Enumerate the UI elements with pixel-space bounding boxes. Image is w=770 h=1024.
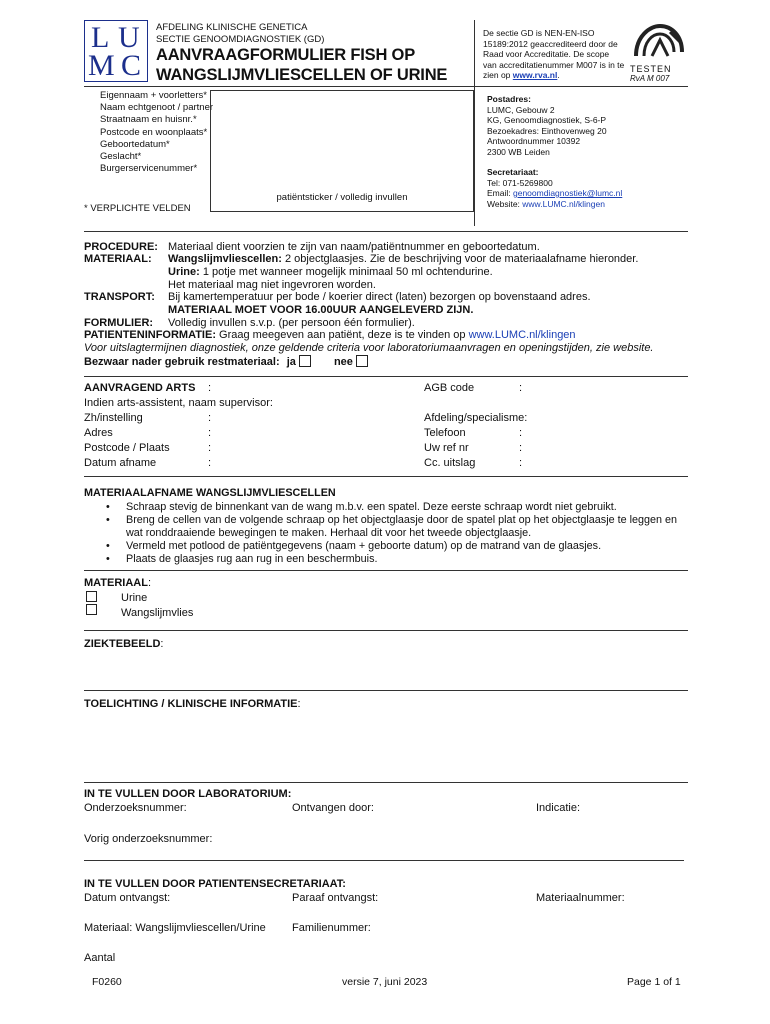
accreditation-end: . — [557, 70, 560, 80]
restmaterial-row — [84, 355, 368, 368]
urine-text: 1 potje met wanneer mogelijk minimaal 50 ml ochtendurine. — [199, 266, 493, 278]
supervisor-label: Indien arts-assistent, naam supervisor: — [84, 397, 273, 409]
institution-label: Zh/instelling — [84, 412, 143, 424]
phone-label: Telefoon — [424, 427, 466, 439]
field-street: Straatnaam en huisnr.* — [100, 114, 197, 126]
secretariat-title: Secretariaat: — [487, 167, 539, 177]
patient-sticker-field[interactable] — [210, 90, 474, 212]
lab-received-by[interactable]: Ontvangen door: — [292, 802, 374, 814]
restmaterial-no-label: nee — [333, 356, 353, 368]
material-label: MATERIAAL: — [84, 253, 152, 265]
lumc-logo — [84, 20, 148, 82]
form-code: F0260 — [92, 976, 122, 988]
ref-colon: : — [519, 442, 523, 454]
website-label: Website: — [487, 198, 523, 209]
email-link[interactable]: genoomdiagnostiek@lumc.nl — [512, 188, 623, 198]
material-select-title — [84, 577, 151, 589]
address-colon: : — [208, 427, 212, 439]
field-name: Eigennaam + voorletters* — [100, 90, 207, 101]
header-rule — [84, 86, 688, 87]
rva-logo-text1: TESTEN — [630, 64, 672, 74]
transport-text: Bij kamertemperatuur per bode / koerier direct (laten) bezorgen op bovenstaand adres. — [168, 291, 591, 303]
ziektebeeld-heading — [84, 638, 163, 650]
restmaterial-label: Bezwaar nader gebruik restmateriaal: — [84, 356, 280, 368]
post-line: LUMC, Gebouw 2 — [487, 104, 555, 115]
transport-label: TRANSPORT: — [84, 291, 155, 303]
material-select-label: MATERIAAL — [84, 577, 148, 589]
ziektebeeld-field[interactable] — [84, 654, 688, 688]
section-name: SECTIE GENOOMDIAGNOSTIEK (GD) — [156, 34, 325, 45]
field-partner: Naam echtgenoot / partner — [100, 102, 214, 114]
accreditation-note — [483, 28, 625, 81]
wangslijmvlies-option-label: Wangslijmvlies — [121, 607, 194, 619]
phone-colon: : — [519, 427, 523, 439]
ziektebeeld-top-rule — [84, 630, 688, 631]
postcode-label: Postcode / Plaats — [84, 442, 170, 454]
toelichting-top-rule — [84, 690, 688, 691]
form-title-line2: WANGSLIJMVLIESCELLEN OF URINE — [156, 66, 448, 84]
logo-letter-l: L — [91, 21, 110, 54]
material-row — [84, 253, 638, 265]
department-name: AFDELING KLINISCHE GENETICA — [156, 22, 308, 33]
rva-logo-text2: RvA M 007 — [630, 74, 670, 83]
secretariat-family-number[interactable]: Familienummer: — [292, 922, 371, 934]
requester-top-rule — [84, 376, 688, 377]
patient-divider — [474, 86, 475, 226]
rva-logo-graphic — [630, 22, 688, 62]
accreditation-text: De sectie GD is NEN-EN-ISO 15189:2012 geaccrediteerd door de Raad voor Accreditatie. De scope van accreditatienummer M007 is in te zien op — [483, 28, 625, 80]
secretariat-initials[interactable]: Paraaf ontvangst: — [292, 892, 379, 904]
patient-info-row — [84, 329, 576, 341]
lab-previous-number[interactable]: Vorig onderzoeksnummer: — [84, 833, 213, 845]
post-line: KG, Genoomdiagnostiek, S-6-P — [487, 115, 607, 125]
wang-text: 2 objectglaasjes. Zie de beschrijving voor de materiaalafname hieronder. — [281, 253, 639, 265]
toelichting-label: TOELICHTING / KLINISCHE INFORMATIE — [84, 698, 298, 710]
logo-letter-u: U — [118, 21, 140, 54]
instructions-top-rule — [84, 476, 688, 477]
wang-bold: Wangslijmvliescellen: — [168, 253, 282, 265]
cc-colon: : — [519, 457, 523, 469]
email-label: Email: — [487, 188, 513, 198]
urine-option-label: Urine — [121, 592, 148, 604]
rva-link[interactable]: www.rva.nl — [512, 70, 558, 80]
requester-colon: : — [208, 382, 212, 394]
address-label: Adres — [84, 427, 113, 439]
department-label: Afdeling/specialisme: — [424, 412, 528, 424]
patient-field-list — [100, 90, 213, 175]
form-text: Volledig invullen s.v.p. (per persoon één formulier). — [168, 317, 415, 329]
field-bsn: Burgerservicenummer* — [100, 163, 198, 175]
toelichting-heading — [84, 698, 301, 710]
material-select-colon: : — [147, 577, 152, 589]
website-link[interactable]: www.LUMC.nl/klingen — [522, 198, 605, 209]
field-birthdate: Geboortedatum* — [100, 138, 170, 150]
lab-indication[interactable]: Indicatie: — [536, 802, 581, 814]
ziektebeeld-colon: : — [160, 638, 164, 650]
required-fields-note: * VERPLICHTE VELDEN — [84, 203, 191, 214]
page-number: Page 1 of 1 — [627, 976, 681, 988]
institution-colon: : — [208, 412, 212, 424]
post-title: Postadres: — [487, 94, 531, 104]
secretariat-material: Materiaal: Wangslijmvliescellen/Urine — [84, 922, 266, 934]
lab-research-number[interactable]: Onderzoeksnummer: — [84, 802, 187, 814]
logo-letter-m: M — [88, 49, 115, 82]
requester-title: AANVRAGEND ARTS — [84, 382, 196, 394]
form-title-line1: AANVRAAGFORMULIER FISH OP — [156, 46, 416, 64]
agb-colon: : — [519, 382, 523, 394]
header-divider — [474, 20, 475, 86]
secretariat-date[interactable]: Datum ontvangst: — [84, 892, 171, 904]
form-label: FORMULIER: — [84, 317, 154, 329]
toelichting-field[interactable] — [84, 714, 688, 780]
lab-title: IN TE VULLEN DOOR LABORATORIUM: — [84, 788, 292, 800]
ziektebeeld-label: ZIEKTEBEELD — [84, 638, 161, 650]
patient-info-label: PATIENTENINFORMATIE: — [84, 329, 216, 341]
transport-row — [84, 291, 591, 303]
restmaterial-no-checkbox[interactable] — [356, 355, 368, 367]
patient-info-link[interactable]: www.LUMC.nl/klingen — [468, 329, 576, 341]
urine-note: Het materiaal mag niet ingevroren worden. — [168, 279, 376, 291]
secretariat-phone: Tel: 071-5269800 — [487, 177, 553, 188]
patient-info-text: Graag meegeven aan patiënt, deze is te vinden op — [216, 329, 469, 341]
field-postcode: Postcode en woonplaats* — [100, 126, 208, 138]
postcode-colon: : — [208, 442, 212, 454]
instruction-item: • Vermeld met potlood de patiëntgegevens (naam + geboorte datum) op de matrand van de glaasjes. — [106, 540, 686, 553]
sample-date-label: Datum afname — [84, 457, 157, 469]
logo-letter-c: C — [121, 49, 142, 82]
material-top-rule — [84, 570, 688, 571]
post-line: 2300 WB Leiden — [487, 146, 550, 157]
instructions-list — [106, 501, 686, 566]
instructions-title: MATERIAALAFNAME WANGSLIJMVLIESCELLEN — [84, 487, 336, 499]
transport-deadline: MATERIAAL MOET VOOR 16.00UUR AANGELEVERD ZIJN. — [168, 304, 474, 316]
postal-address — [487, 94, 622, 209]
sample-date-colon: : — [208, 457, 212, 469]
sticker-label: patiëntsticker / volledig invullen — [276, 192, 408, 203]
secretariat-count[interactable]: Aantal — [84, 952, 116, 964]
procedure-row — [84, 241, 540, 253]
toelichting-colon: : — [297, 698, 301, 710]
instruction-item: • Breng de cellen van de volgende schraap op het objectglaasje door de spatel plat op het objectglaasje te leggen en wat ronddraaiende bewegingen te maken. Herhaal dit voor het tweede objectglaasje. — [106, 514, 686, 540]
post-line: Antwoordnummer 10392 — [487, 136, 581, 146]
lab-top-rule — [84, 782, 688, 783]
procedure-text: Materiaal dient voorzien te zijn van naam/patiëntnummer en geboortedatum. — [168, 241, 540, 253]
ref-label: Uw ref nr — [424, 442, 469, 454]
instruction-item: • Plaats de glaasjes rug aan rug in een beschermbuis. — [106, 553, 686, 566]
rva-logo — [630, 22, 688, 82]
restmaterial-yes-label: ja — [286, 356, 296, 368]
cc-label: Cc. uitslag — [424, 457, 476, 469]
post-line: Bezoekadres: Einthovenweg 20 — [487, 125, 607, 136]
agb-label: AGB code — [424, 382, 475, 394]
urine-row — [168, 266, 493, 278]
secretariat-material-number[interactable]: Materiaalnummer: — [536, 892, 625, 904]
secretariat-top-rule — [84, 860, 684, 861]
urine-bold: Urine: — [168, 266, 200, 278]
criteria-note: Voor uitslagtermijnen diagnostiek, onze geldende criteria voor laboratoriumaanvragen en openingstijden, zie website. — [84, 342, 654, 354]
instruction-item: • Schraap stevig de binnenkant van de wang m.b.v. een spatel. Deze eerste schraap wordt niet gebruikt. — [106, 501, 686, 514]
procedure-label: PROCEDURE: — [84, 241, 158, 253]
restmaterial-yes-checkbox[interactable] — [299, 355, 311, 367]
procedure-top-rule — [84, 231, 688, 232]
form-row — [84, 317, 415, 329]
secretariat-section-title: IN TE VULLEN DOOR PATIENTENSECRETARIAAT: — [84, 878, 346, 890]
field-gender: Geslacht* — [100, 151, 142, 163]
urine-checkbox[interactable] — [86, 591, 97, 602]
wangslijmvlies-checkbox[interactable] — [86, 604, 97, 615]
form-version: versie 7, juni 2023 — [342, 976, 428, 988]
